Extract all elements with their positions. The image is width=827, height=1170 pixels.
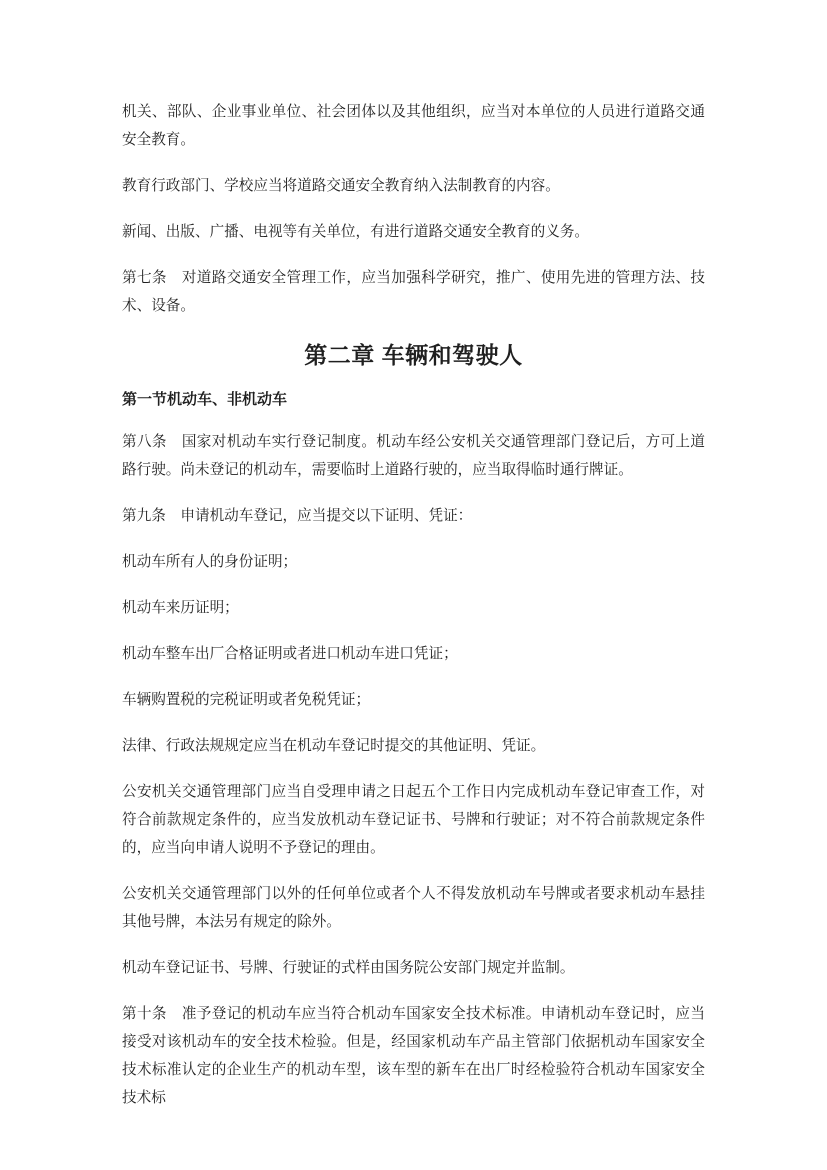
paragraph-item-other-certs: 法律、行政法规规定应当在机动车登记时提交的其他证明、凭证。: [122, 738, 546, 754]
paragraph-education-orgs: 机关、部队、企业事业单位、社会团体以及其他组织，应当对本单位的人员进行道路交通安全教育。: [122, 104, 705, 148]
paragraph-article-7: 第七条 对道路交通安全管理工作，应当加强科学研究，推广、使用先进的管理方法、技术、设备。: [122, 270, 705, 314]
paragraph-article-10: 第十条 准予登记的机动车应当符合机动车国家安全技术标准。申请机动车登记时，应当接受对该机动车的安全技术检验。但是，经国家机动车产品主管部门依据机动车国家安全技术标准认定的企业生产的机动车型，该车型的新车在出厂时经检验符合机动车国家安全技术标: [122, 1006, 705, 1106]
paragraph-item-factory-cert: 机动车整车出厂合格证明或者进口机动车进口凭证；: [122, 646, 458, 662]
paragraph-item-tax-proof: 车辆购置税的完税证明或者免税凭证；: [122, 692, 371, 708]
paragraph-plate-restriction: 公安机关交通管理部门以外的任何单位或者个人不得发放机动车号牌或者要求机动车悬挂其他号牌，本法另有规定的除外。: [122, 886, 705, 930]
paragraph-education-depts: 教育行政部门、学校应当将道路交通安全教育纳入法制教育的内容。: [122, 178, 560, 194]
paragraph-article-8: 第八条 国家对机动车实行登记制度。机动车经公安机关交通管理部门登记后，方可上道路行驶。尚未登记的机动车，需要临时上道路行驶的，应当取得临时通行牌证。: [122, 434, 705, 478]
paragraph-certificate-format: 机动车登记证书、号牌、行驶证的式样由国务院公安部门规定并监制。: [122, 960, 575, 976]
paragraph-article-9: 第九条 申请机动车登记，应当提交以下证明、凭证：: [122, 508, 473, 524]
paragraph-item-origin-proof: 机动车来历证明；: [122, 600, 239, 616]
paragraph-registration-review: 公安机关交通管理部门应当自受理申请之日起五个工作日内完成机动车登记审查工作，对符合前款规定条件的，应当发放机动车登记证书、号牌和行驶证；对不符合前款规定条件的，应当向申请人说明不予登记的理由。: [122, 784, 705, 856]
section-heading: 第一节机动车、非机动车: [122, 391, 288, 408]
paragraph-media-duty: 新闻、出版、广播、电视等有关单位，有进行道路交通安全教育的义务。: [122, 224, 590, 240]
chapter-heading: 第二章 车辆和驾驶人: [304, 342, 523, 368]
paragraph-item-identity-proof: 机动车所有人的身份证明；: [122, 554, 298, 570]
